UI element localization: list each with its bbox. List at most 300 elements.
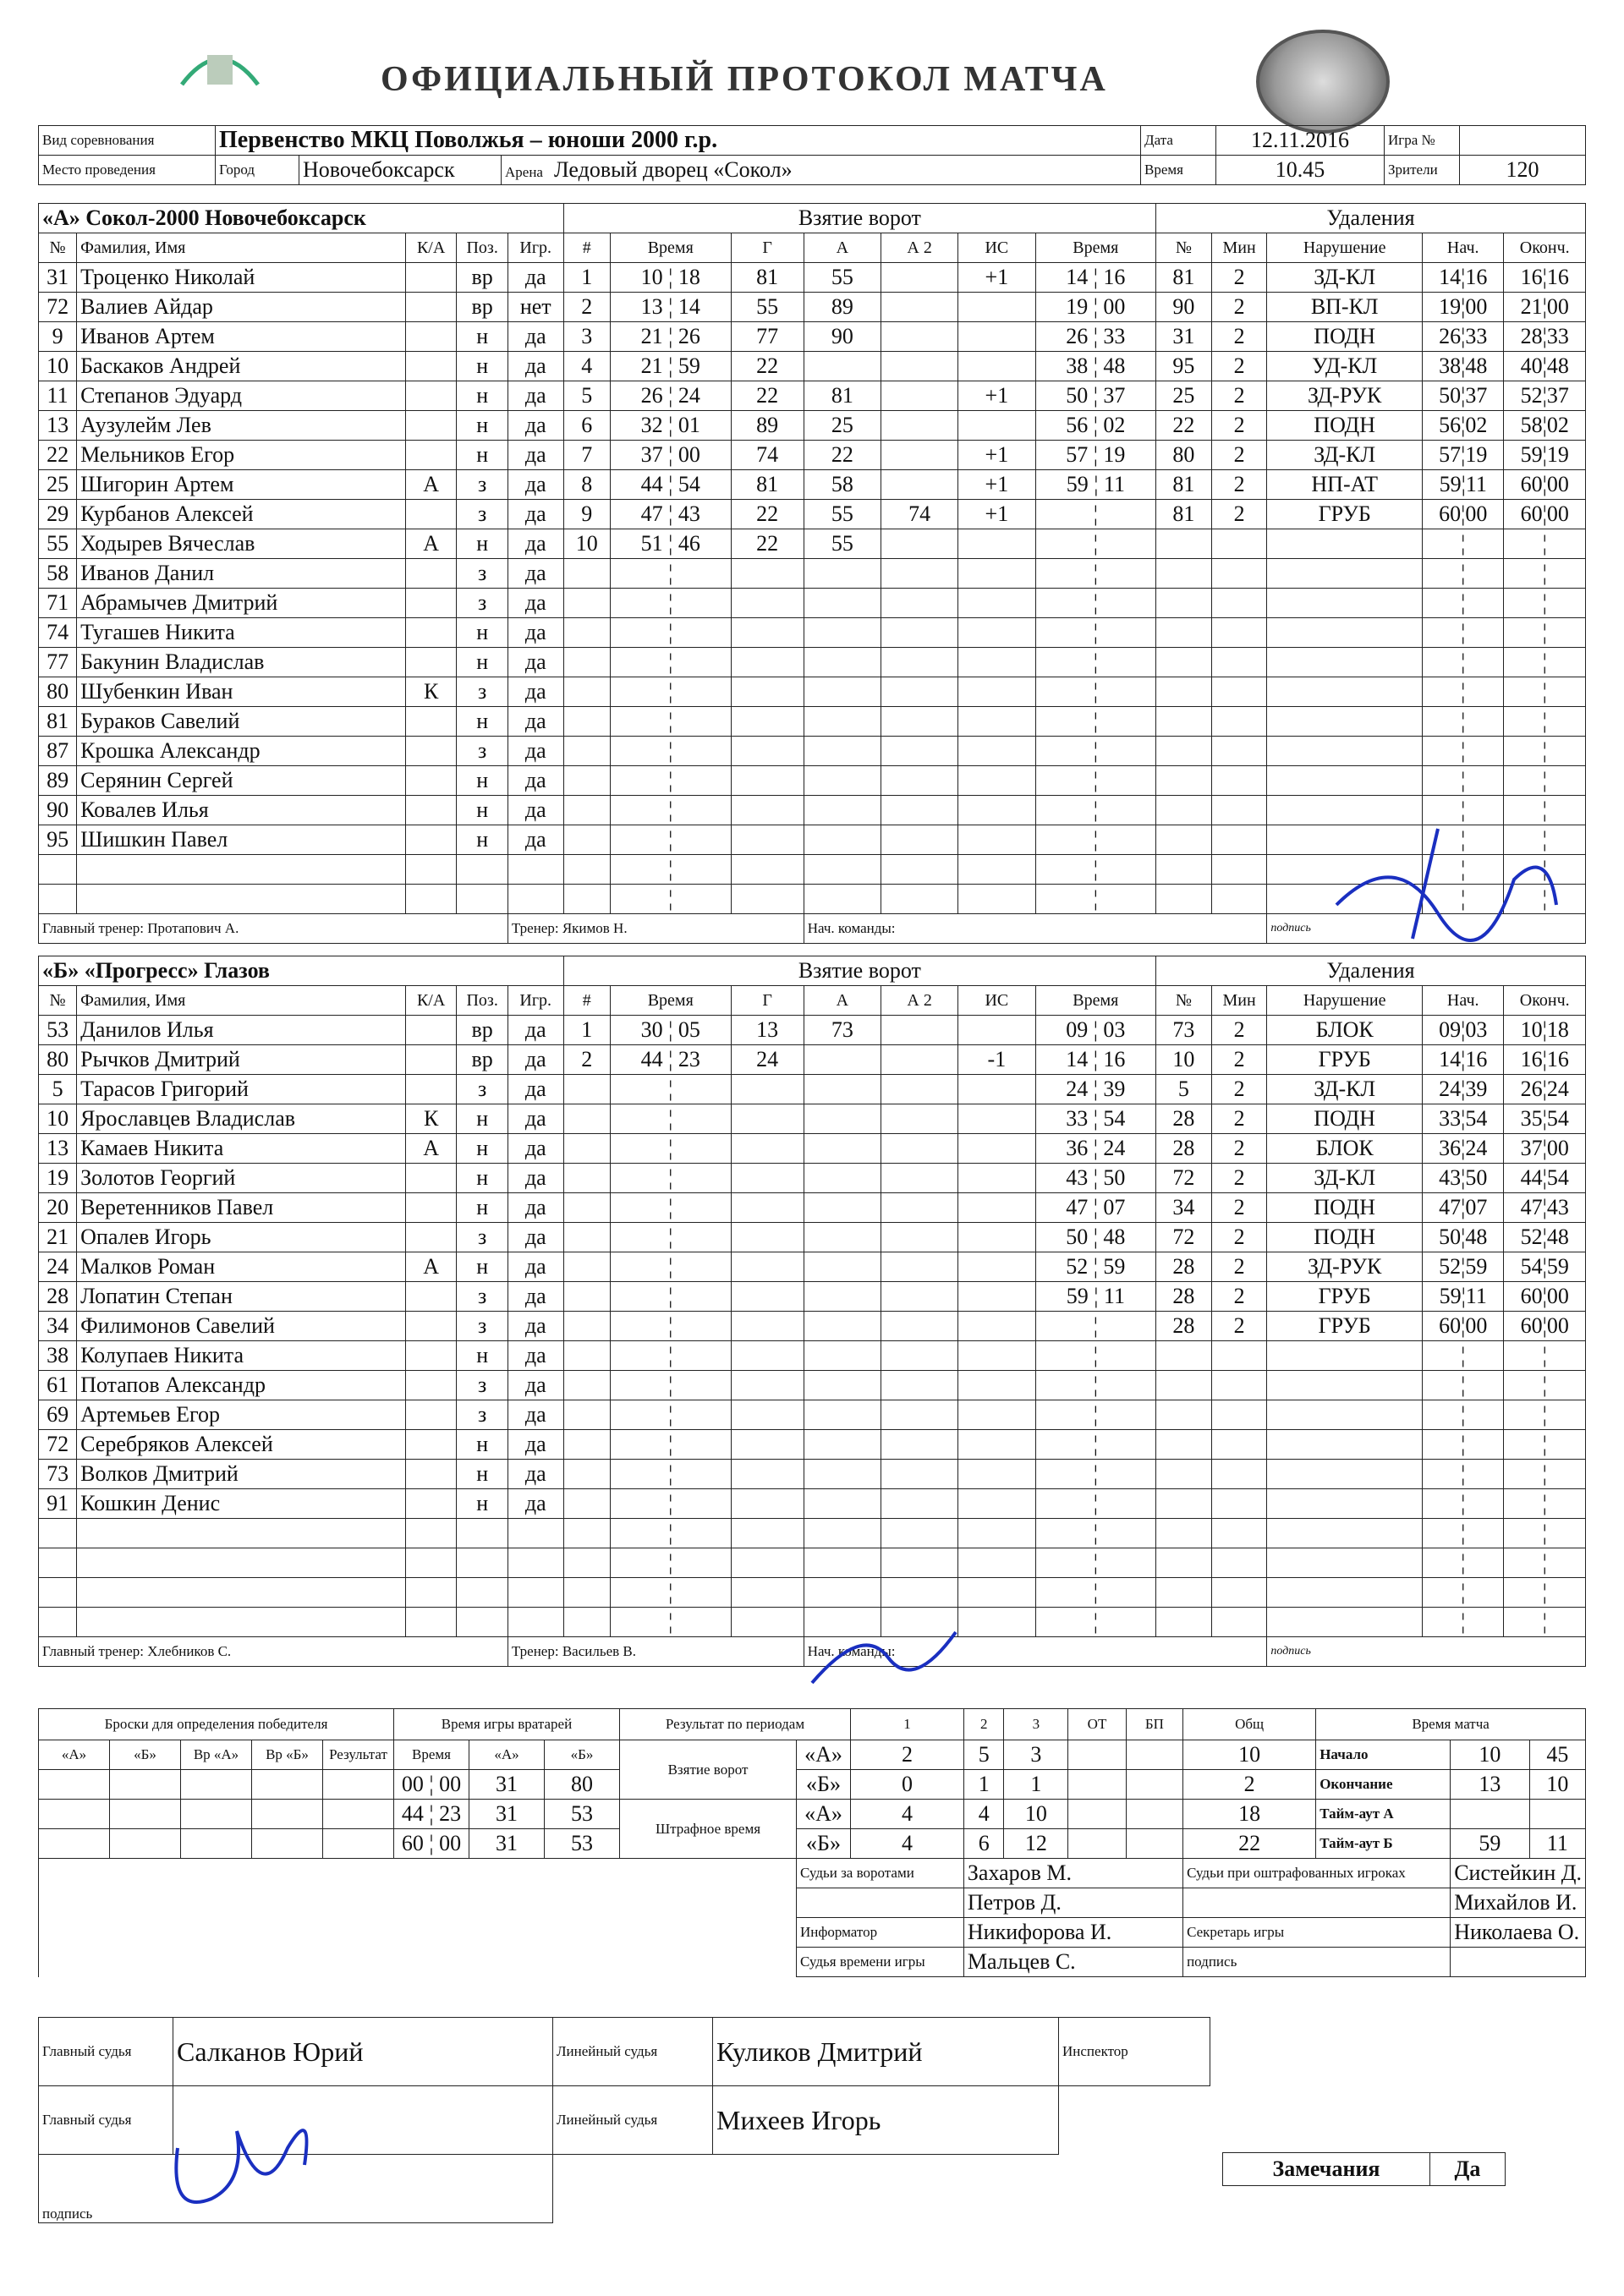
pen-time: ¦ [1035, 589, 1156, 618]
goal-field-3 [731, 825, 804, 855]
goal-time: ¦ [610, 1223, 731, 1252]
goal-time: ¦ [610, 855, 731, 885]
goal-field-3 [731, 648, 804, 677]
pen-sec: 03 [1103, 1017, 1126, 1042]
pen-minutes [1211, 1519, 1267, 1548]
player-igr: да [508, 1400, 563, 1430]
player-row [39, 1578, 1586, 1608]
player-ka [405, 1608, 457, 1637]
shots-title: Броски для определения победителя [39, 1709, 394, 1740]
player-name: Шишкин Павел [77, 825, 406, 855]
goal-field-4 [804, 1460, 881, 1489]
goal-field-5 [881, 766, 957, 796]
player-ka [405, 1223, 457, 1252]
player-num: 74 [39, 618, 77, 648]
pen-end: 47¦43 [1504, 1193, 1586, 1223]
goal-judges-label: Судьи за воротами [797, 1859, 964, 1888]
pen-sec: 16 [1103, 265, 1126, 289]
pen-start: ¦ [1423, 737, 1504, 766]
player-num: 28 [39, 1282, 77, 1312]
mt-h: 10 [1451, 1740, 1529, 1770]
pen-start: 52¦59 [1423, 1252, 1504, 1282]
pen-clock-sec: 48 [1465, 353, 1488, 378]
player-num [39, 1519, 77, 1548]
goal-field-6 [958, 1400, 1035, 1430]
player-igr: да [508, 677, 563, 707]
pen-time: ¦ [1035, 648, 1156, 677]
player-igr: да [508, 322, 563, 352]
goal-field-5 [881, 1430, 957, 1460]
player-num: 81 [39, 707, 77, 737]
col-goal-assist: А [804, 233, 881, 263]
goal-field-5 [881, 470, 957, 500]
goal-num: 10 [563, 529, 610, 559]
pen-clock-min: 54 [1520, 1254, 1543, 1279]
pen-min: 19 [1066, 294, 1089, 319]
goal-field-4 [804, 1312, 881, 1341]
player-pos: н [457, 322, 508, 352]
team-name: «А» Сокол-2000 Новочебоксарск [39, 204, 564, 233]
pen-sec: 59 [1103, 1254, 1126, 1279]
pen-min: 52 [1066, 1254, 1089, 1279]
goal-field-6: +1 [958, 263, 1035, 293]
head-coach: Главный тренер: Протапович А. [39, 914, 508, 944]
pen-start: ¦ [1423, 677, 1504, 707]
pen-start: 57¦19 [1423, 441, 1504, 470]
player-ka: А [405, 1134, 457, 1164]
player-name: Ковалев Илья [77, 796, 406, 825]
goal-field-5 [881, 1578, 957, 1608]
pen-time: 59 ¦ 11 [1035, 1282, 1156, 1312]
pen-clock-min: 60 [1520, 472, 1543, 496]
player-num: 13 [39, 411, 77, 441]
player-pos: з [457, 559, 508, 589]
goal-time: ¦ [610, 618, 731, 648]
pen-clock-min: 47 [1439, 1195, 1462, 1219]
shots-col: Вр «А» [181, 1740, 252, 1770]
player-name: Веретенников Павел [77, 1193, 406, 1223]
pen-player: 81 [1156, 470, 1212, 500]
pen-player [1156, 1489, 1212, 1519]
date-label: Дата [1141, 126, 1216, 156]
gk-title: Время игры вратарей [394, 1709, 620, 1740]
res-cell: 4 [851, 1800, 964, 1829]
pen-clock-sec: 54 [1465, 1106, 1488, 1131]
pen-start: ¦ [1423, 559, 1504, 589]
res-cell: 10 [1004, 1800, 1068, 1829]
player-igr: да [508, 470, 563, 500]
goal-field-5 [881, 677, 957, 707]
res-cell: 12 [1004, 1829, 1068, 1859]
player-pos [457, 1548, 508, 1578]
shots-cell [252, 1800, 323, 1829]
gk-b: 80 [545, 1770, 620, 1800]
page-title: ОФИЦИАЛЬНЫЙ ПРОТОКОЛ МАТЧА [381, 60, 1108, 99]
goal-num [563, 589, 610, 618]
place-label: Место проведения [39, 156, 216, 185]
goal-field-3 [731, 855, 804, 885]
res-cell: 5 [963, 1740, 1004, 1770]
goal-field-5 [881, 293, 957, 322]
goal-num [563, 1489, 610, 1519]
pen-min: 26 [1066, 324, 1089, 348]
pen-start: ¦ [1423, 885, 1504, 914]
col-pen-min: Мин [1211, 986, 1267, 1016]
pen-player: 34 [1156, 1193, 1212, 1223]
player-num: 5 [39, 1075, 77, 1104]
pen-player: 10 [1156, 1045, 1212, 1075]
mt-label: Окончание [1316, 1770, 1451, 1800]
pen-clock-sec: 16 [1465, 265, 1488, 289]
goal-field-3 [731, 707, 804, 737]
player-num: 87 [39, 737, 77, 766]
period-3: ОТ [1068, 1709, 1127, 1740]
player-name: Серебряков Алексей [77, 1430, 406, 1460]
col-goal-assist2: А 2 [881, 986, 957, 1016]
pen-infraction [1267, 707, 1423, 737]
pen-clock-min: 40 [1520, 353, 1543, 378]
goal-field-5 [881, 1223, 957, 1252]
shots-cell [110, 1770, 181, 1800]
pen-sec: 00 [1103, 294, 1126, 319]
player-pos: з [457, 1371, 508, 1400]
res-cell [1068, 1740, 1127, 1770]
pen-sec: 48 [1103, 353, 1126, 378]
goal-time: ¦ [610, 1400, 731, 1430]
goal-num: 8 [563, 470, 610, 500]
goal-sec: 05 [678, 1017, 700, 1042]
pen-player [1156, 1430, 1212, 1460]
pen-time: 56 ¦ 02 [1035, 411, 1156, 441]
informer-label: Информатор [797, 1918, 964, 1948]
goal-field-6 [958, 796, 1035, 825]
goal-field-4 [804, 1371, 881, 1400]
player-row [39, 1519, 1586, 1548]
goal-num [563, 559, 610, 589]
pen-clock-sec: 59 [1465, 1254, 1488, 1279]
goal-field-6: +1 [958, 500, 1035, 529]
pen-start: ¦ [1423, 1608, 1504, 1637]
player-pos [457, 885, 508, 914]
pen-clock-sec: 24 [1465, 1136, 1488, 1160]
goal-num: 7 [563, 441, 610, 470]
col-pos: Поз. [457, 986, 508, 1016]
pen-time: 33 ¦ 54 [1035, 1104, 1156, 1134]
res-cell: «Б» [797, 1770, 851, 1800]
col-pen-time: Время [1035, 986, 1156, 1016]
pen-start: 19¦00 [1423, 293, 1504, 322]
pen-infraction: ГРУБ [1267, 1282, 1423, 1312]
pen-player [1156, 766, 1212, 796]
col-goal-assist: А [804, 986, 881, 1016]
goal-num [563, 1223, 610, 1252]
pen-clock-min: 43 [1439, 1165, 1462, 1190]
res-cell [1126, 1800, 1182, 1829]
pen-time: ¦ [1035, 529, 1156, 559]
goal-field-3 [731, 1578, 804, 1608]
player-pos [457, 1578, 508, 1608]
res-cell [1126, 1829, 1182, 1859]
goal-time: ¦ [610, 1075, 731, 1104]
player-num: 10 [39, 1104, 77, 1134]
pen-minutes: 2 [1211, 1134, 1267, 1164]
pen-end: 40¦48 [1504, 352, 1586, 381]
pen-player [1156, 796, 1212, 825]
player-name: Мельников Егор [77, 441, 406, 470]
pen-min: 59 [1066, 1284, 1089, 1308]
res-cell: «А» [797, 1740, 851, 1770]
pen-clock-sec: 37 [1546, 383, 1569, 408]
player-num: 89 [39, 766, 77, 796]
goal-num [563, 796, 610, 825]
pen-player [1156, 825, 1212, 855]
player-name [77, 1578, 406, 1608]
player-num: 38 [39, 1341, 77, 1371]
goal-field-4 [804, 885, 881, 914]
goal-field-5 [881, 1193, 957, 1223]
goal-field-3 [731, 1164, 804, 1193]
player-row [39, 352, 1586, 381]
goal-field-4 [804, 1519, 881, 1548]
goal-num: 9 [563, 500, 610, 529]
gk-time: 60 ¦ 00 [394, 1829, 469, 1859]
secretary: Николаева О. [1451, 1918, 1586, 1948]
timer-label: Судья времени игры [797, 1948, 964, 1977]
pen-min: 59 [1066, 472, 1089, 496]
goal-field-6 [958, 825, 1035, 855]
col-goal-num: # [563, 233, 610, 263]
goal-field-4 [804, 618, 881, 648]
player-num: 72 [39, 293, 77, 322]
player-ka: А [405, 470, 457, 500]
shots-cell [110, 1800, 181, 1829]
col-goal-num: # [563, 986, 610, 1016]
player-ka [405, 381, 457, 411]
pen-min: 50 [1066, 383, 1089, 408]
pen-time: ¦ [1035, 1608, 1156, 1637]
pen-minutes [1211, 885, 1267, 914]
goal-field-6 [958, 737, 1035, 766]
x [1183, 1888, 1451, 1918]
goal-time: ¦ [610, 1341, 731, 1371]
player-pos: н [457, 352, 508, 381]
player-name: Колупаев Никита [77, 1341, 406, 1371]
goal-min: 10 [640, 265, 663, 289]
player-igr: да [508, 1016, 563, 1045]
pen-time: 14 ¦ 16 [1035, 1045, 1156, 1075]
player-ka [405, 1578, 457, 1608]
player-igr [508, 885, 563, 914]
goal-field-5 [881, 1282, 957, 1312]
player-pos: н [457, 411, 508, 441]
pen-sec: 33 [1103, 324, 1126, 348]
informer: Никифорова И. [963, 1918, 1182, 1948]
pen-sec: 11 [1103, 1284, 1125, 1308]
player-igr: да [508, 1341, 563, 1371]
pen-clock-min: 52 [1439, 1254, 1462, 1279]
shots-cell [39, 1800, 110, 1829]
goal-field-6 [958, 1548, 1035, 1578]
pen-minutes [1211, 1489, 1267, 1519]
goal-field-6 [958, 1193, 1035, 1223]
player-igr: да [508, 441, 563, 470]
pen-clock-min: 10 [1520, 1017, 1543, 1042]
col-num: № [39, 233, 77, 263]
pen-infraction: ГРУБ [1267, 1045, 1423, 1075]
gk-b: 53 [545, 1829, 620, 1859]
goal-field-6 [958, 648, 1035, 677]
player-name: Лопатин Степан [77, 1282, 406, 1312]
goal-field-4: 55 [804, 500, 881, 529]
col-pen-num: № [1156, 233, 1212, 263]
pen-time: ¦ [1035, 1400, 1156, 1430]
goal-field-4 [804, 1223, 881, 1252]
secretary-label: Секретарь игры [1183, 1918, 1451, 1948]
player-igr: да [508, 1164, 563, 1193]
goal-field-3 [731, 796, 804, 825]
goal-field-6 [958, 589, 1035, 618]
pen-clock-sec: 00 [1465, 294, 1488, 319]
res-cell: 1 [1004, 1770, 1068, 1800]
goal-num [563, 1134, 610, 1164]
gk-a: 31 [469, 1829, 545, 1859]
goal-field-5 [881, 1045, 957, 1075]
player-igr: да [508, 737, 563, 766]
goal-num [563, 1519, 610, 1548]
pen-infraction [1267, 1608, 1423, 1637]
player-row [39, 500, 1586, 529]
goal-field-5 [881, 796, 957, 825]
pen-minutes [1211, 1400, 1267, 1430]
player-igr: да [508, 589, 563, 618]
pen-min: 14 [1066, 1047, 1089, 1071]
blank-left [39, 1859, 797, 1888]
player-num: 95 [39, 825, 77, 855]
player-igr: да [508, 707, 563, 737]
player-name: Тугашев Никита [77, 618, 406, 648]
player-pos: н [457, 1430, 508, 1460]
goal-field-6: +1 [958, 470, 1035, 500]
shots-cell [39, 1770, 110, 1800]
ref1-label: Главный судья [39, 2018, 173, 2086]
goal-time: 26 ¦ 24 [610, 381, 731, 411]
goal-field-3: 22 [731, 529, 804, 559]
pen-clock-min: 38 [1439, 353, 1462, 378]
pen-infraction [1267, 1371, 1423, 1400]
goal-time: 37 ¦ 00 [610, 441, 731, 470]
pen-start: ¦ [1423, 796, 1504, 825]
res-cell: 6 [963, 1829, 1004, 1859]
col-pen-start: Нач. [1423, 986, 1504, 1016]
pen-clock-sec: 00 [1546, 294, 1569, 319]
goal-field-4 [804, 1282, 881, 1312]
player-name: Камаев Никита [77, 1134, 406, 1164]
player-num: 72 [39, 1430, 77, 1460]
player-ka [405, 1341, 457, 1371]
shots-cell [181, 1829, 252, 1859]
pen-end: ¦ [1504, 677, 1586, 707]
player-name: Шубенкин Иван [77, 677, 406, 707]
pen-clock-min: 16 [1520, 265, 1543, 289]
pen-infraction [1267, 618, 1423, 648]
city: Новочебоксарск [299, 156, 502, 185]
goal-field-6 [958, 1312, 1035, 1341]
player-ka [405, 441, 457, 470]
pen-end: ¦ [1504, 1578, 1586, 1608]
res-cell: 4 [851, 1829, 964, 1859]
player-num: 61 [39, 1371, 77, 1400]
pen-start: 43¦50 [1423, 1164, 1504, 1193]
time-label: Время [1141, 156, 1216, 185]
pen-end: ¦ [1504, 1548, 1586, 1578]
pen-clock-sec: 03 [1465, 1017, 1488, 1042]
goal-num: 5 [563, 381, 610, 411]
res-cell: «Б» [797, 1829, 851, 1859]
player-num: 34 [39, 1312, 77, 1341]
player-name: Филимонов Савелий [77, 1312, 406, 1341]
player-ka [405, 1489, 457, 1519]
col-name: Фамилия, Имя [77, 986, 406, 1016]
player-pos: н [457, 381, 508, 411]
pen-min: 47 [1066, 1195, 1089, 1219]
goal-sec: 59 [678, 353, 700, 378]
goal-field-4 [804, 766, 881, 796]
player-row [39, 1341, 1586, 1371]
pen-player: 72 [1156, 1164, 1212, 1193]
pen-player: 22 [1156, 411, 1212, 441]
player-name: Бакунин Владислав [77, 648, 406, 677]
player-num: 90 [39, 796, 77, 825]
pen-infraction [1267, 648, 1423, 677]
line2: Михеев Игорь [713, 2086, 1059, 2155]
player-name: Рычков Дмитрий [77, 1045, 406, 1075]
player-igr [508, 1548, 563, 1578]
goal-field-3 [731, 1519, 804, 1548]
player-name: Малков Роман [77, 1252, 406, 1282]
arena-cell [502, 156, 1141, 185]
pen-time: 36 ¦ 24 [1035, 1134, 1156, 1164]
player-row [39, 707, 1586, 737]
player-igr: да [508, 1193, 563, 1223]
player-ka [405, 618, 457, 648]
pen-end: 58¦02 [1504, 411, 1586, 441]
player-row [39, 1282, 1586, 1312]
pen-infraction: ПОДН [1267, 322, 1423, 352]
goal-time: ¦ [610, 1548, 731, 1578]
goal-sec: 26 [678, 324, 700, 348]
col-pen-time: Время [1035, 233, 1156, 263]
pen-min: 09 [1066, 1017, 1089, 1042]
pen-infraction [1267, 766, 1423, 796]
goal-num: 2 [563, 293, 610, 322]
pen-clock-min: 14 [1439, 265, 1462, 289]
pen-clock-sec: 19 [1465, 442, 1488, 467]
pen-start: ¦ [1423, 1548, 1504, 1578]
signature-referee-icon [161, 2097, 330, 2224]
pen-minutes: 2 [1211, 1282, 1267, 1312]
goal-field-4 [804, 1134, 881, 1164]
pen-player [1156, 529, 1212, 559]
pen-time: ¦ [1035, 1341, 1156, 1371]
pen-sec: 24 [1103, 1136, 1126, 1160]
player-name: Аузулейм Лев [77, 411, 406, 441]
player-pos [457, 855, 508, 885]
pen-player [1156, 677, 1212, 707]
col-pen-min: Мин [1211, 233, 1267, 263]
goal-field-3 [731, 885, 804, 914]
player-row [39, 589, 1586, 618]
pen-end: 35¦54 [1504, 1104, 1586, 1134]
